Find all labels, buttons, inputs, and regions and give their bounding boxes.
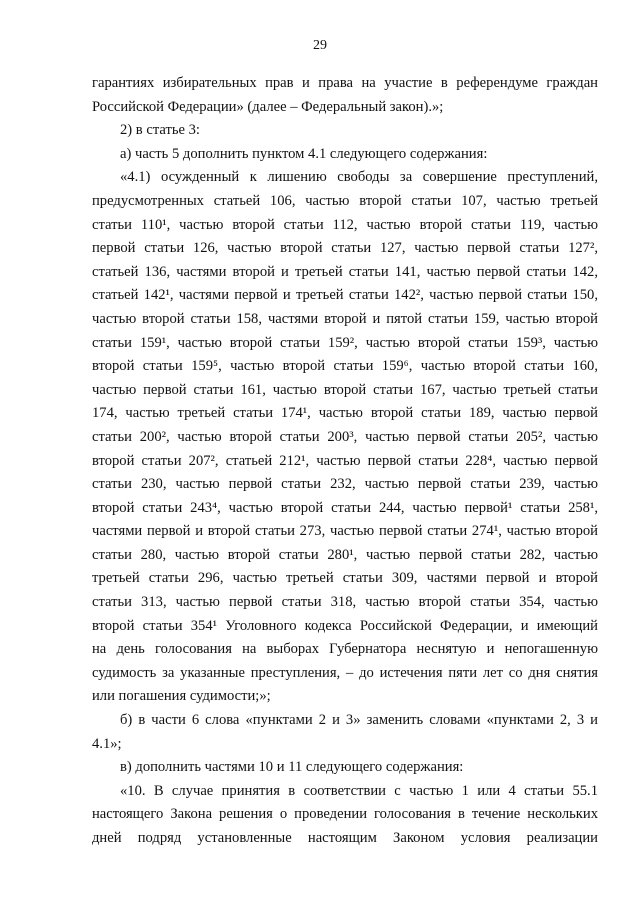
text-line: статьи 230, частью первой статьи 232, частью первой статьи 239, частью [92,476,598,493]
text-line: Российской Федерации» (далее – Федеральный закон).»; [92,98,444,115]
text-line: 4.1»; [92,735,122,752]
text-line: статьи 313, частью первой статьи 318, частью второй статьи 354, частью [92,594,598,611]
page-number: 29 [313,38,327,53]
text-line: а) часть 5 дополнить пунктом 4.1 следующего содержания: [120,145,488,162]
text-line: судимость за указанные преступления, – до истечения пяти лет со дня снятия [92,664,598,681]
text-line: предусмотренных статьей 106, частью второй статьи 107, частью третьей [92,192,598,209]
text-line: в) дополнить частями 10 и 11 следующего содержания: [120,759,464,776]
text-line: третьей статьи 296, частью третьей статьи 309, частями первой и второй [92,570,598,587]
document-body [92,72,598,851]
text-line: первой статьи 126, частью второй статьи 127, частью первой статьи 127², [92,240,598,257]
text-line: настоящего Закона решения о проведении голосования в течение нескольких [92,806,598,823]
text-line: «10. В случае принятия в соответствии с частью 1 или 4 статьи 55.1 [120,782,598,799]
text-line: статьи 280, частью второй статьи 280¹, частью первой статьи 282, частью [92,546,598,563]
text-line: частью второй статьи 158, частями второй и пятой статьи 159, частью второй [92,310,598,327]
text-line: или погашения судимости;»; [92,688,271,705]
text-line: 2) в статье 3: [120,122,200,139]
text-line: дней подряд установленные настоящим Законом условия реализации [92,830,598,846]
text-line: частями первой и второй статьи 273, частью первой статьи 274¹, частью второй [92,523,598,540]
text-line: второй статьи 243⁴, частью второй статьи 244, частью первой¹ статьи 258¹, [92,499,598,516]
text-line: статьи 159¹, частью второй статьи 159², частью второй статьи 159³, частью [92,334,598,351]
text-line: на день голосования на выборах Губернатора неснятую и непогашенную [92,641,598,658]
text-line: второй статьи 159⁵, частью второй статьи 159⁶, частью второй статьи 160, [92,358,598,375]
text-line: частью первой статьи 161, частью второй статьи 167, частью третьей статьи [92,381,598,398]
text-line: второй статьи 207², статьей 212¹, частью первой статьи 228⁴, частью первой [92,452,598,469]
text-line: статьи 200², частью второй статьи 200³, частью первой статьи 205², частью [92,428,598,445]
text-line: 174, частью третьей статьи 174¹, частью второй статьи 189, частью первой [92,405,598,422]
text-line: второй статьи 354¹ Уголовного кодекса Российской Федерации, и имеющий [92,617,598,634]
text-line: «4.1) осужденный к лишению свободы за совершение преступлений, [120,169,598,186]
text-line: статьей 136, частями второй и третьей статьи 141, частью первой статьи 142, [92,263,598,280]
text-line: б) в части 6 слова «пунктами 2 и 3» заменить словами «пунктами 2, 3 и [120,712,598,729]
text-line: гарантиях избирательных прав и права на участие в референдуме граждан [92,75,598,91]
text-line: статьей 142¹, частями первой и третьей статьи 142², частью первой статьи 150, [92,287,598,304]
text-line: статьи 110¹, частью второй статьи 112, частью второй статьи 119, частью [92,216,598,233]
